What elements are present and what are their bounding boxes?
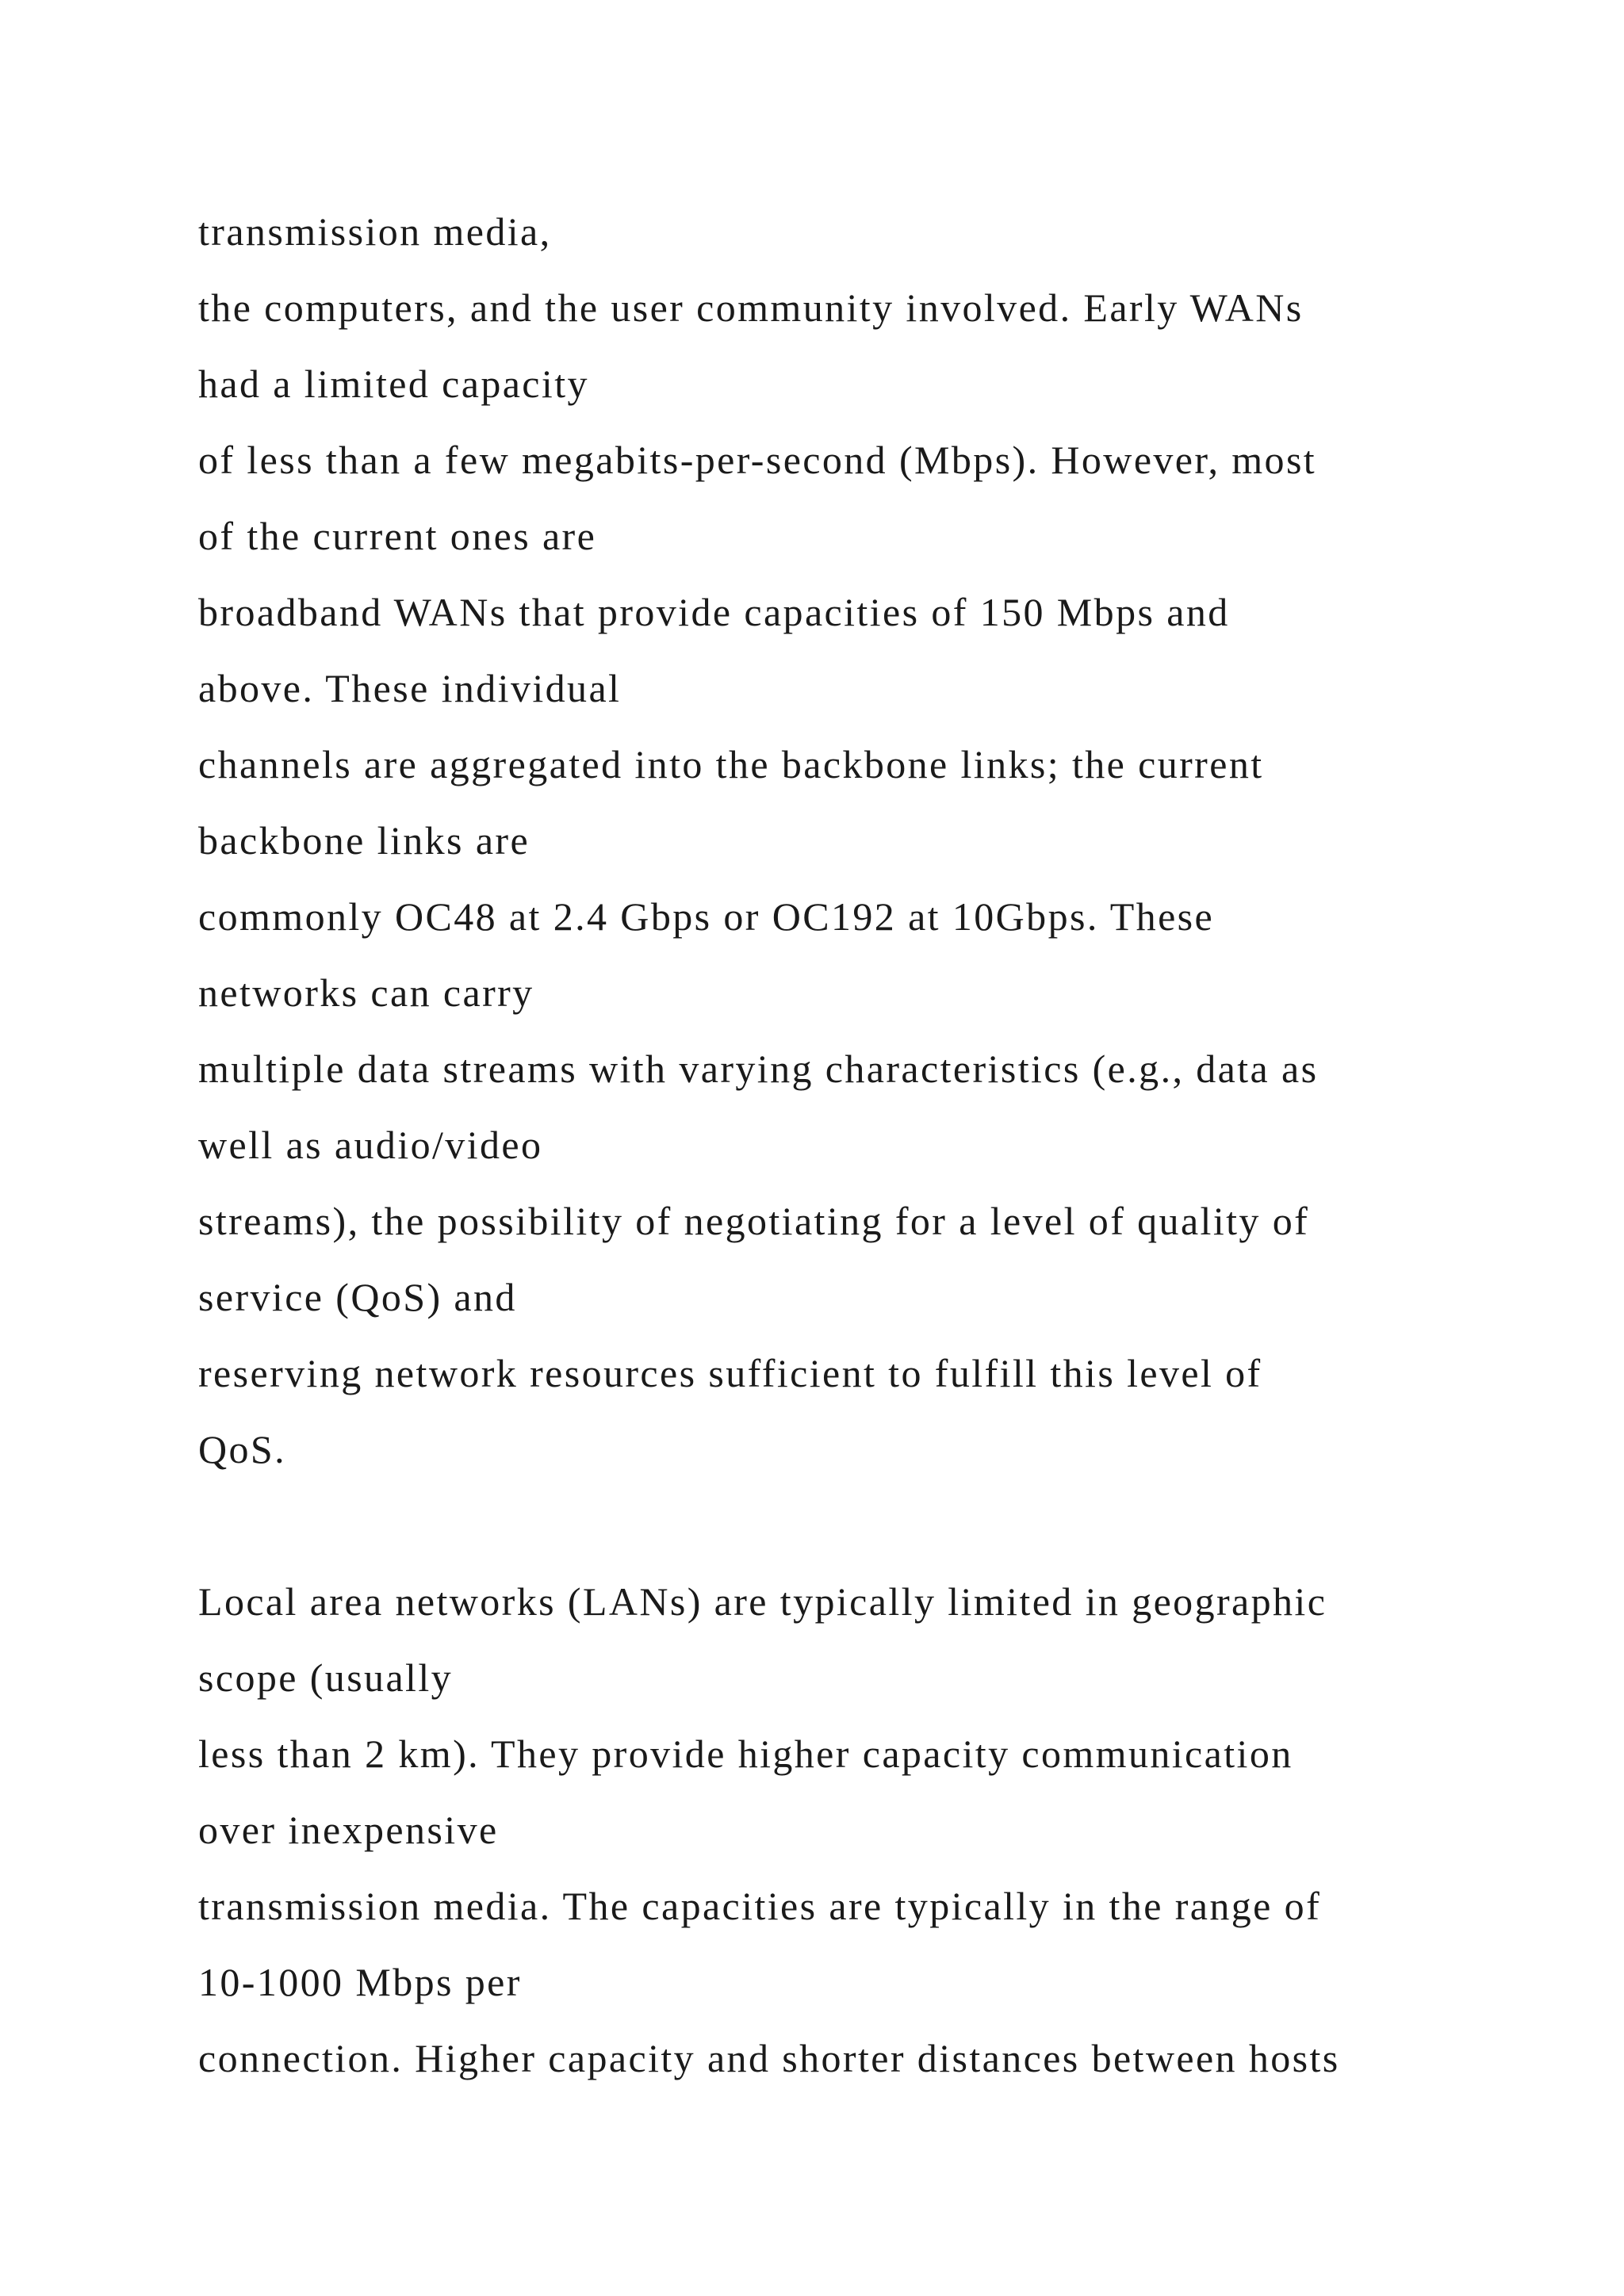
- text-line: reserving network resources sufficient to fulfill this level of: [198, 1351, 1262, 1395]
- paragraph-lan: [198, 1563, 1546, 2096]
- text-line: the computers, and the user community involved. Early WANs: [198, 285, 1304, 330]
- text-line: connection. Higher capacity and shorter distances between hosts: [198, 2036, 1340, 2080]
- text-line: QoS.: [198, 1427, 287, 1471]
- text-line: had a limited capacity: [198, 362, 589, 406]
- text-line: backbone links are: [198, 818, 530, 863]
- text-line: transmission media. The capacities are typically in the range of: [198, 1884, 1322, 1928]
- paragraph-wan: [198, 193, 1546, 1487]
- text-line: networks can carry: [198, 970, 534, 1015]
- text-line: over inexpensive: [198, 1808, 499, 1852]
- text-line: well as audio/video: [198, 1123, 543, 1167]
- text-line: commonly OC48 at 2.4 Gbps or OC192 at 10Gbps. These: [198, 894, 1215, 939]
- text-line: scope (usually: [198, 1655, 454, 1700]
- text-line: Local area networks (LANs) are typically limited in geographic: [198, 1579, 1327, 1624]
- text-line: service (QoS) and: [198, 1275, 517, 1319]
- text-line: 10-1000 Mbps per: [198, 1960, 522, 2004]
- text-line: channels are aggregated into the backbone links; the current: [198, 742, 1264, 786]
- text-line: streams), the possibility of negotiating for a level of quality of: [198, 1199, 1310, 1243]
- text-line: above. These individual: [198, 666, 622, 710]
- text-line: broadband WANs that provide capacities of 150 Mbps and: [198, 590, 1230, 634]
- text-line: multiple data streams with varying characteristics (e.g., data as: [198, 1047, 1319, 1091]
- text-line: transmission media,: [198, 209, 552, 254]
- text-line: less than 2 km). They provide higher capacity communication: [198, 1732, 1293, 1776]
- text-line: of less than a few megabits-per-second (Mbps). However, most: [198, 438, 1317, 482]
- paragraph-gap: [198, 1487, 1546, 1563]
- document-body: [198, 193, 1546, 2096]
- text-line: of the current ones are: [198, 514, 597, 558]
